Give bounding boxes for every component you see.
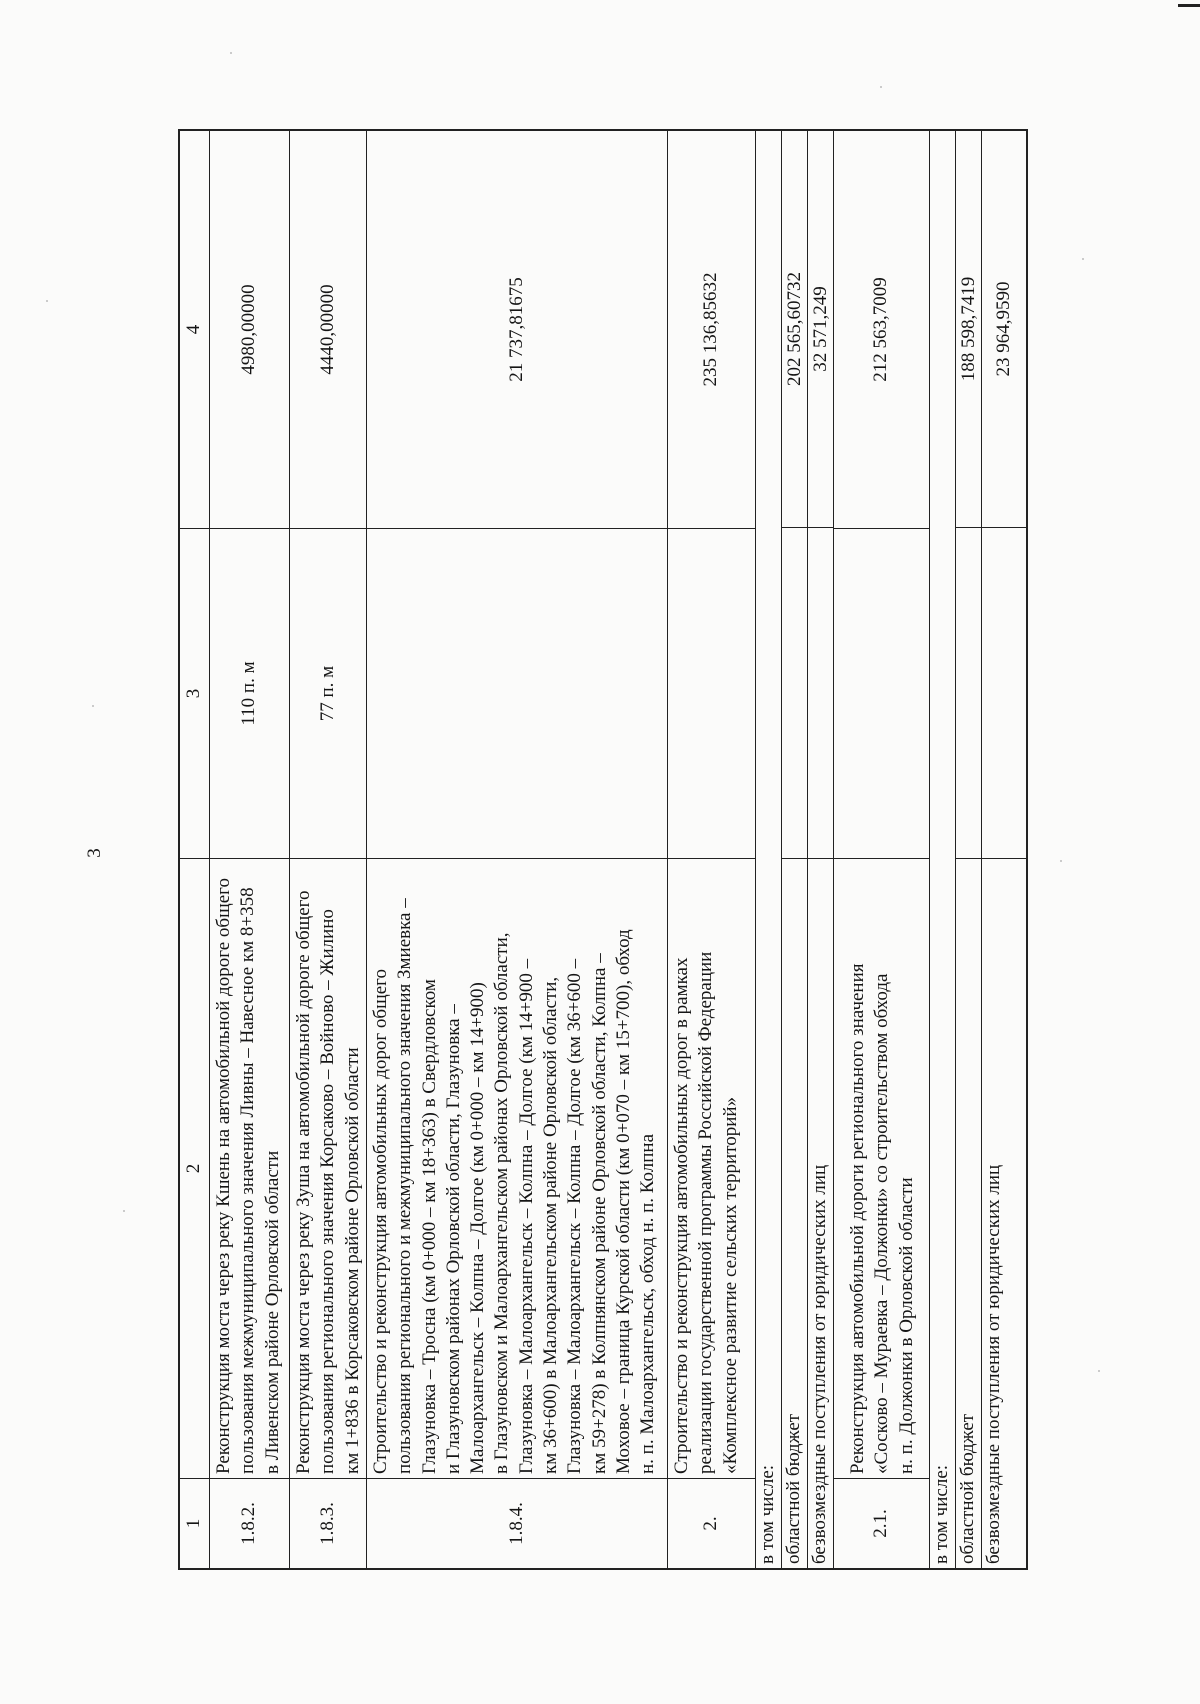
scan-speck: [46, 300, 48, 302]
description-line: пользования межмуниципального значения Ливны – Навесное км 8+358: [237, 887, 259, 1474]
regional-budget-label: областной бюджет: [782, 858, 807, 1568]
description-line: «Комплексное развитие сельских территорий»: [719, 1096, 741, 1474]
header-col-4: 4: [183, 324, 205, 335]
description-line: Реконструкция моста через реку Зуша на автомобильной дороге общего: [293, 890, 314, 1474]
including-label: в том числе:: [757, 1464, 778, 1564]
scan-speck: [1060, 860, 1062, 862]
object-description: [668, 858, 755, 1478]
description-line: Глазуновка – Тросна (км 0+000 – км 18+363) в Свердловском: [418, 979, 440, 1474]
regional-budget-amount: 188 598,7419: [956, 131, 981, 528]
description-line: Глазуновка – Малоархангельск – Колпна – Долгое (км 36+600 –: [564, 958, 586, 1474]
description-line: Реконструкция автомобильной дороги регионального значения: [847, 963, 868, 1474]
description-line: км 1+836 в Корсаковском районе Орловской области: [341, 1047, 363, 1474]
length-value: [668, 528, 755, 858]
description-line: н. п. Малоархангельск, обход н. п. Колпна: [637, 1133, 659, 1474]
object-description: [834, 858, 929, 1478]
table-row: [367, 131, 668, 1568]
gratuitous-receipts-amount: 23 964,9590: [982, 131, 1026, 528]
subtotal-label-row: [930, 131, 956, 1568]
row-number: 1.8.4.: [367, 1478, 667, 1568]
description-line: пользования регионального и межмуниципального значения Змиевка –: [394, 898, 416, 1474]
header-col-3: 3: [180, 528, 209, 858]
scan-speck: [123, 1210, 125, 1212]
gratuitous-receipts-label: безвозмездные поступления от юридических лиц: [982, 858, 1026, 1568]
header-col-1: 1: [180, 1478, 209, 1568]
subtotal-label-row: [756, 131, 782, 1568]
amount-value: 21 737,81675: [505, 277, 527, 382]
amount-value: 4440,00000: [316, 284, 338, 375]
table-header-row: [180, 131, 210, 1568]
length-value: [834, 528, 929, 858]
scan-speck: [1098, 1370, 1100, 1372]
regional-budget-label: областной бюджет: [956, 858, 981, 1568]
description-line: Строительство и реконструкция автомобильных дорог общего: [370, 969, 391, 1474]
length-value: 77 п. м: [290, 528, 366, 858]
description-line: н. п. Должонки в Орловской области: [895, 1177, 917, 1474]
regional-budget-amount: 202 565,60732: [782, 131, 807, 528]
description-line: Моховое – граница Курской области (км 0+070 – км 15+700), обход: [612, 929, 634, 1474]
subtotal-row: [808, 131, 834, 1568]
object-description: [290, 858, 366, 1478]
amount-value: 4980,00000: [238, 284, 260, 375]
description-line: в Ливенском районе Орловской области: [261, 1150, 283, 1474]
scan-speck: [880, 86, 882, 88]
page-number: 3: [83, 848, 105, 858]
rotated-table: [178, 129, 1028, 1570]
header-col-2: 2: [180, 858, 209, 1478]
table-row: [834, 131, 930, 1568]
funding-table: [178, 129, 1028, 1570]
length-value: 110 п. м: [210, 528, 289, 858]
scan-speck: [230, 52, 232, 54]
table-row: [290, 131, 367, 1568]
description-line: пользования регионального значения Корсаково – Войново – Жилино: [317, 909, 339, 1474]
row-number: 1.8.3.: [290, 1478, 366, 1568]
table-row: [668, 131, 756, 1568]
subtotal-row: [982, 131, 1026, 1568]
amount-value: 235 136,85632: [700, 272, 722, 387]
amount-value: 212 563,7009: [870, 277, 892, 382]
description-line: «Сосково – Мураевка – Должонки» со строительством обхода: [871, 973, 893, 1474]
object-description: [210, 858, 289, 1478]
subtotal-row: [782, 131, 808, 1568]
gratuitous-receipts-amount: 32 571,249: [808, 131, 833, 528]
length-value: [367, 528, 667, 858]
subtotal-row: [956, 131, 982, 1568]
row-number: 1.8.2.: [210, 1478, 289, 1568]
description-line: Глазуновка – Малоархангельск – Колпна – Долгое (км 14+900 –: [515, 958, 537, 1474]
description-line: км 59+278) в Колпнянском районе Орловской области, Колпна –: [588, 953, 610, 1474]
description-line: км 36+600) в Малоархангельском районе Орловской области,: [540, 976, 562, 1474]
table-row: [210, 131, 290, 1568]
description-line: Малоархангельск – Колпна – Долгое (км 0+000 – км 14+900): [467, 982, 489, 1474]
description-line: реализации государственной программы Российской Федерации: [695, 951, 717, 1474]
object-description: [367, 858, 667, 1478]
description-line: Строительство и реконструкция автомобильных дорог в рамках: [671, 957, 692, 1474]
row-number: 2.: [668, 1478, 755, 1568]
description-line: и Глазуновском районах Орловской области, Глазуновка –: [442, 1004, 464, 1474]
description-line: Реконструкция моста через реку Кшень на автомобильной дороге общего: [213, 878, 234, 1474]
gratuitous-receipts-label: безвозмездные поступления от юридических лиц: [808, 858, 833, 1568]
including-label: в том числе:: [931, 1464, 952, 1564]
scan-speck: [92, 705, 94, 707]
description-line: в Глазуновском и Малоархангельском районах Орловской области,: [491, 932, 513, 1474]
scan-speck: [1082, 258, 1084, 260]
row-number: 2.1.: [834, 1478, 929, 1568]
edge-mark: [1178, 4, 1200, 7]
